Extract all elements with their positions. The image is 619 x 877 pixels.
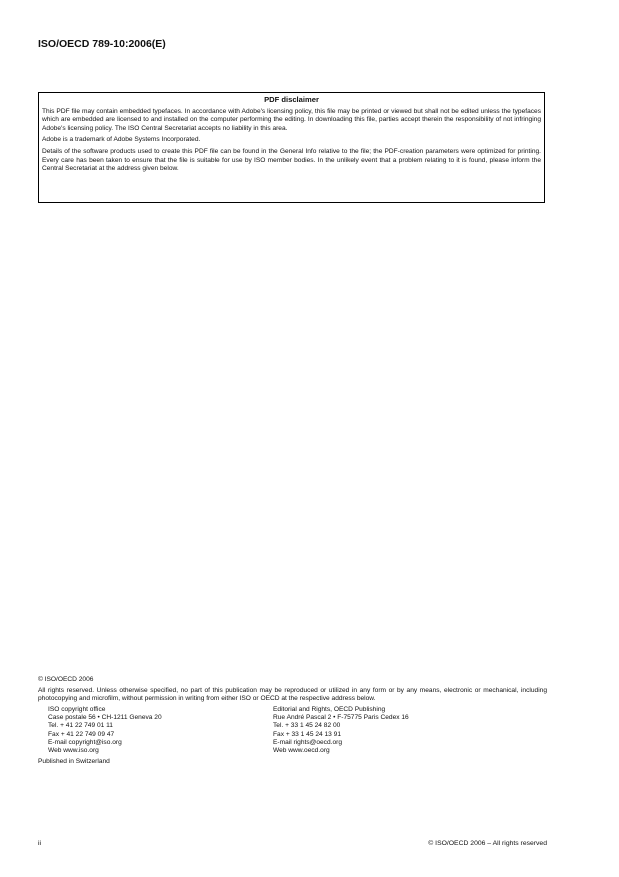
disclaimer-paragraph: Details of the software products used to create this PDF file can be found in the General Info relative to the file; the PDF-creation parameters were optimized for printing. Every care has been taken to ensure that the file is suitable for use by ISO member bodies. In the unlikely event that a problem relating to it is found, please inform the Central Secretariat at the address given below. (42, 147, 541, 173)
address-line: Web www.iso.org (48, 746, 99, 754)
address-line: Web www.oecd.org (273, 746, 330, 754)
disclaimer-paragraph: This PDF file may contain embedded typefaces. In accordance with Adobe's licensing policy, this file may be printed or viewed but shall not be edited unless the typefaces which are embedded are licensed to and installed on the computer performing the editing. In downloading this file, parties accept therein the responsibility of not infringing Adobe's licensing policy. The ISO Central Secretariat accepts no liability in this area. (42, 107, 541, 132)
address-line: Rue André Pascal 2 • F-75775 Paris Cedex 16 (273, 714, 409, 722)
disclaimer-paragraph: Adobe is a trademark of Adobe Systems Incorporated. (42, 136, 201, 144)
address-line: Fax + 41 22 749 09 47 (48, 730, 115, 738)
pdf-disclaimer-box (38, 92, 545, 203)
copyright-notice (38, 676, 547, 769)
published-in: Published in Switzerland (38, 757, 110, 765)
address-line: Case postale 56 • CH-1211 Geneva 20 (48, 714, 162, 722)
footer-copyright: © ISO/OECD 2006 – All rights reserved (428, 840, 547, 847)
oecd-address (273, 706, 498, 755)
address-line: Tel. + 33 1 45 24 82 00 (273, 722, 341, 730)
address-line: Editorial and Rights, OECD Publishing (273, 706, 386, 714)
address-line: ISO copyright office (48, 706, 106, 714)
address-line: Fax + 33 1 45 24 13 91 (273, 730, 342, 738)
document-id: ISO/OECD 789-10:2006(E) (38, 38, 166, 50)
address-line: Tel. + 41 22 749 01 11 (48, 722, 113, 730)
address-line: E-mail rights@oecd.org (273, 738, 342, 746)
iso-address (38, 706, 273, 755)
disclaimer-title: PDF disclaimer (264, 95, 319, 104)
copyright-line: © ISO/OECD 2006 (38, 676, 94, 683)
page-number: ii (38, 840, 42, 847)
rights-statement: All rights reserved. Unless otherwise specified, no part of this publication may be reproduced or utilized in any form or by any means, electronic or mechanical, including photocopying and microfilm, without permission in writing from either ISO or OECD at the respective address below. (38, 687, 547, 703)
address-line: E-mail copyright@iso.org (48, 738, 122, 746)
